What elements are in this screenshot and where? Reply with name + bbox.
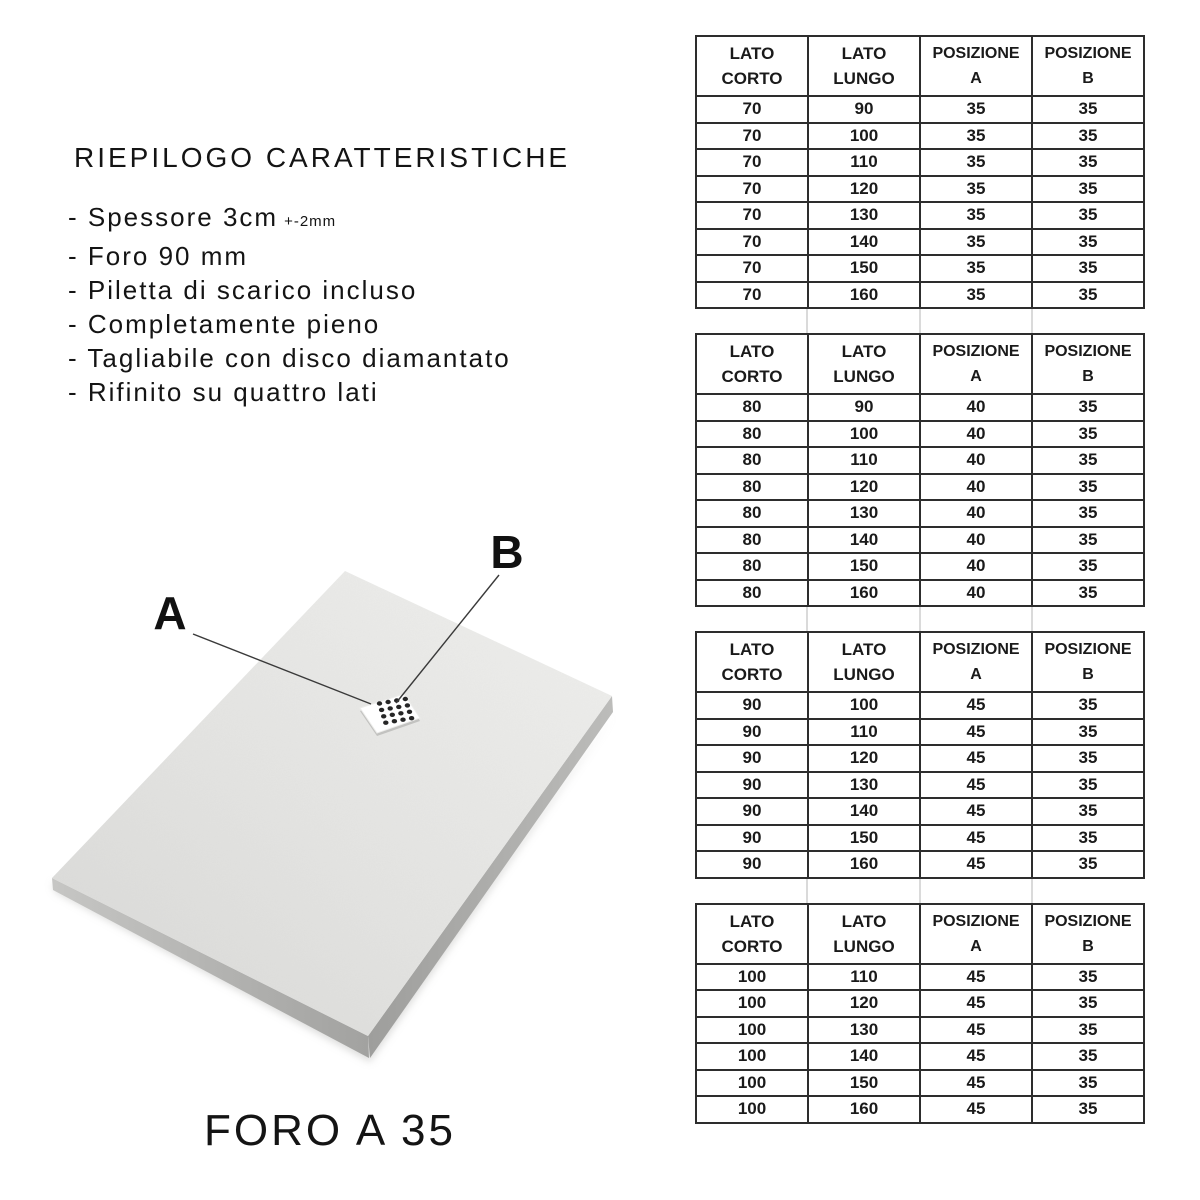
table-row [696,149,1144,176]
cell: 80 [696,394,808,421]
column-header: LATO CORTO [696,334,808,394]
drain-dot [385,700,390,704]
drain-dot [388,706,393,710]
column-header: LATO LUNGO [808,36,920,96]
cell: 35 [920,282,1032,309]
cell: 70 [696,229,808,256]
cell: 35 [1032,447,1144,474]
feature-item [68,200,511,239]
cell: 35 [1032,282,1144,309]
cell: 40 [920,527,1032,554]
cell: 150 [808,255,920,282]
table-row [696,692,1144,719]
cell: 90 [696,719,808,746]
feature-item [68,375,511,409]
cell: 35 [1032,851,1144,878]
cell: 45 [920,719,1032,746]
cell: 35 [1032,1043,1144,1070]
feature-item [68,239,511,273]
cell: 45 [920,964,1032,991]
column-header: LATO CORTO [696,904,808,964]
cell: 110 [808,447,920,474]
cell: 35 [1032,964,1144,991]
cell: 45 [920,692,1032,719]
cell: 45 [920,990,1032,1017]
cell: 130 [808,202,920,229]
drain-dot [383,721,388,725]
cell: 80 [696,421,808,448]
table-row [696,447,1144,474]
cell: 35 [1032,990,1144,1017]
cell: 140 [808,229,920,256]
label-a: A [153,587,187,639]
shower-tray-diagram [0,460,680,1080]
cell: 140 [808,527,920,554]
table-row [696,1017,1144,1044]
cell: 35 [1032,96,1144,123]
cell: 80 [696,500,808,527]
table-row [696,798,1144,825]
column-header: POSIZIONE B [1032,904,1144,964]
column-header: POSIZIONE A [920,632,1032,692]
feature-text: - Foro 90 mm [68,241,249,271]
table-row [696,851,1144,878]
table-row [696,474,1144,501]
table-row [696,990,1144,1017]
cell: 160 [808,851,920,878]
cell: 40 [920,580,1032,607]
cell: 90 [808,394,920,421]
column-header: LATO CORTO [696,632,808,692]
feature-note: +-2mm [284,213,337,230]
cell: 40 [920,500,1032,527]
cell: 70 [696,123,808,150]
column-header: POSIZIONE A [920,904,1032,964]
cell: 80 [696,447,808,474]
feature-text: - Piletta di scarico incluso [68,275,418,305]
feature-list [68,200,511,409]
cell: 35 [1032,255,1144,282]
feature-item [68,307,511,341]
cell: 70 [696,149,808,176]
cell: 100 [696,1070,808,1097]
table-row [696,825,1144,852]
cell: 45 [920,1070,1032,1097]
table-gap [695,607,1145,631]
cell: 35 [920,229,1032,256]
cell: 70 [696,282,808,309]
table-gap [695,879,1145,903]
drain-dot [398,711,403,715]
cell: 90 [696,851,808,878]
table-row [696,527,1144,554]
table-row [696,255,1144,282]
table-row [696,96,1144,123]
cell: 40 [920,553,1032,580]
feature-text: - Spessore 3cm [68,202,279,232]
drain-dot [403,697,408,701]
table-row [696,964,1144,991]
cell: 35 [1032,719,1144,746]
cell: 90 [696,825,808,852]
feature-text: - Rifinito su quattro lati [68,377,379,407]
cell: 80 [696,474,808,501]
cell: 35 [1032,553,1144,580]
dimensions-table-4 [695,903,1145,1124]
cell: 100 [696,1096,808,1123]
column-header: POSIZIONE B [1032,334,1144,394]
cell: 130 [808,1017,920,1044]
drain-dot [392,719,397,723]
cell: 35 [1032,421,1144,448]
cell: 120 [808,990,920,1017]
cell: 35 [920,202,1032,229]
table-row [696,229,1144,256]
cell: 45 [920,1017,1032,1044]
cell: 35 [1032,1070,1144,1097]
cell: 35 [1032,229,1144,256]
cell: 120 [808,176,920,203]
cell: 45 [920,798,1032,825]
column-header: POSIZIONE B [1032,36,1144,96]
cell: 45 [920,1043,1032,1070]
dimensions-table-2 [695,333,1145,607]
cell: 140 [808,1043,920,1070]
drain-dot [381,714,386,718]
cell: 35 [1032,798,1144,825]
table-row [696,745,1144,772]
cell: 40 [920,474,1032,501]
cell: 70 [696,96,808,123]
drain-dot [405,703,410,707]
table-row [696,176,1144,203]
cell: 150 [808,553,920,580]
drain-dot [396,705,401,709]
label-b: B [490,526,524,578]
table-row [696,1043,1144,1070]
cell: 130 [808,500,920,527]
cell: 100 [808,692,920,719]
column-header: POSIZIONE A [920,36,1032,96]
cell: 110 [808,719,920,746]
dimensions-table-3 [695,631,1145,879]
cell: 150 [808,825,920,852]
cell: 35 [1032,772,1144,799]
cell: 140 [808,798,920,825]
cell: 40 [920,447,1032,474]
drain-dot [407,710,412,714]
cell: 100 [696,1017,808,1044]
cell: 35 [1032,1096,1144,1123]
cell: 40 [920,421,1032,448]
column-header: LATO CORTO [696,36,808,96]
feature-text: - Tagliabile con disco diamantato [68,343,511,373]
drain-dot [409,716,414,720]
table-row [696,1070,1144,1097]
cell: 35 [1032,692,1144,719]
cell: 150 [808,1070,920,1097]
dimensions-table-1 [695,35,1145,309]
cell: 35 [1032,123,1144,150]
cell: 110 [808,149,920,176]
cell: 100 [808,421,920,448]
summary-title: RIEPILOGO CARATTERISTICHE [74,142,571,173]
table-row [696,719,1144,746]
drain-dot [400,718,405,722]
cell: 80 [696,527,808,554]
cell: 35 [920,96,1032,123]
cell: 160 [808,1096,920,1123]
cell: 35 [1032,745,1144,772]
cell: 80 [696,580,808,607]
cell: 120 [808,474,920,501]
table-row [696,394,1144,421]
cell: 100 [808,123,920,150]
table-row [696,553,1144,580]
cell: 130 [808,772,920,799]
table-row [696,580,1144,607]
cell: 120 [808,745,920,772]
table-gap [695,309,1145,333]
cell: 45 [920,825,1032,852]
cell: 35 [1032,202,1144,229]
column-header: POSIZIONE A [920,334,1032,394]
table-row [696,202,1144,229]
column-header: LATO LUNGO [808,632,920,692]
cell: 100 [696,990,808,1017]
drain-dot [377,701,382,705]
column-header: LATO LUNGO [808,334,920,394]
cell: 45 [920,745,1032,772]
cell: 90 [696,745,808,772]
cell: 35 [1032,500,1144,527]
cell: 90 [696,692,808,719]
cell: 160 [808,580,920,607]
cell: 40 [920,394,1032,421]
cell: 160 [808,282,920,309]
cell: 45 [920,851,1032,878]
drain-dot [390,713,395,717]
column-header: POSIZIONE B [1032,632,1144,692]
cell: 45 [920,772,1032,799]
table-row [696,1096,1144,1123]
cell: 80 [696,553,808,580]
foro-caption: FORO A 35 [204,1106,456,1155]
tray-top-texture [52,571,612,1036]
cell: 35 [1032,527,1144,554]
cell: 35 [920,255,1032,282]
cell: 110 [808,964,920,991]
table-row [696,123,1144,150]
cell: 70 [696,255,808,282]
cell: 35 [1032,149,1144,176]
cell: 90 [696,772,808,799]
cell: 35 [1032,176,1144,203]
cell: 35 [1032,394,1144,421]
cell: 70 [696,202,808,229]
cell: 70 [696,176,808,203]
cell: 100 [696,964,808,991]
table-row [696,500,1144,527]
cell: 35 [920,123,1032,150]
feature-text: - Completamente pieno [68,309,381,339]
dimension-tables [695,35,1145,1124]
cell: 35 [920,149,1032,176]
table-row [696,772,1144,799]
table-row [696,421,1144,448]
cell: 35 [1032,580,1144,607]
cell: 35 [1032,825,1144,852]
cell: 100 [696,1043,808,1070]
cell: 35 [920,176,1032,203]
cell: 35 [1032,1017,1144,1044]
column-header: LATO LUNGO [808,904,920,964]
cell: 90 [808,96,920,123]
cell: 90 [696,798,808,825]
cell: 45 [920,1096,1032,1123]
table-row [696,282,1144,309]
feature-item [68,341,511,375]
feature-item [68,273,511,307]
drain-dot [379,708,384,712]
cell: 35 [1032,474,1144,501]
